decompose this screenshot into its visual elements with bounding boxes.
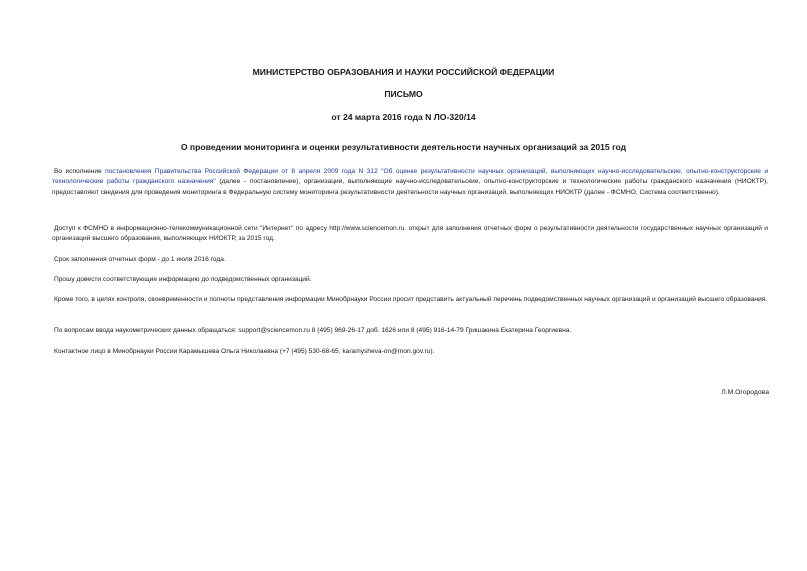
paragraph-1 — [52, 167, 768, 198]
paragraph-1-suffix: (далее - постановление), организации, выполняющие научно-исследовательские, опытно-конструкторские и технологические работы гражданского назначения (НИОКТР), предоставляют сведения для проведения мониторинга в Федеральную систему мониторинга результативности деятельности научных организаций, выполняющих НИОКТР (далее - ФСМНО, Система соответственно). — [52, 178, 768, 196]
paragraph-3: Срок заполнения отчетных форм - до 1 июля 2016 года. — [54, 256, 226, 263]
signature: Л.М.Огородова — [721, 389, 769, 396]
resolution-link[interactable]: постановления Правительства Российской Федерации от 8 апреля 2009 года N 312 "Об оценке результативности научных организаций, выполняющих научно-исследовательские, опытно-конструкторские и технологические работы гражданского назначения" — [52, 168, 768, 186]
paragraph-6: По вопросам ввода наукометрических данных обращаться: support@sciencemon.ru 8 (495) 969-26-17 доб. 1626 или 8 (495) 916-14-79 Гришакина Екатерина Георгиевна. — [54, 327, 572, 334]
ministry-heading: МИНИСТЕРСТВО ОБРАЗОВАНИЯ И НАУКИ РОССИЙСКОЙ ФЕДЕРАЦИИ — [252, 67, 555, 77]
document-type: ПИСЬМО — [384, 89, 423, 99]
document-subject: О проведении мониторинга и оценки результативности деятельности научных организаций за 2015 год — [180, 142, 627, 152]
paragraph-4: Прошу довести соответствующие информацию до подведомственных организаций. — [54, 276, 312, 283]
paragraph-5: Кроме того, в целях контроля, своевременности и полноты представления информации Минобрнауки России просит представить актуальный перечень подведомственных научных организаций и организаций высшего образования. — [54, 296, 768, 303]
paragraph-2: Доступ к ФСМНО в информационно-телекоммуникационной сети "Интернет" по адресу http://www.sciencemon.ru. открыт для заполнения отчетных форм о результативности деятельности государственных научных организаций и организаций высшего образования, выполняющих НИОКТР, за 2015 год. — [52, 225, 768, 243]
paragraph-7: Контактное лицо в Минобрнауки России Карамышева Ольга Николаевна (+7 (495) 530-68-65; karamysheva-on@mon.gov.ru). — [54, 348, 435, 355]
document-date-number: от 24 марта 2016 года N ЛО-320/14 — [331, 112, 476, 122]
paragraph-1-prefix: Во исполнение — [54, 168, 106, 175]
